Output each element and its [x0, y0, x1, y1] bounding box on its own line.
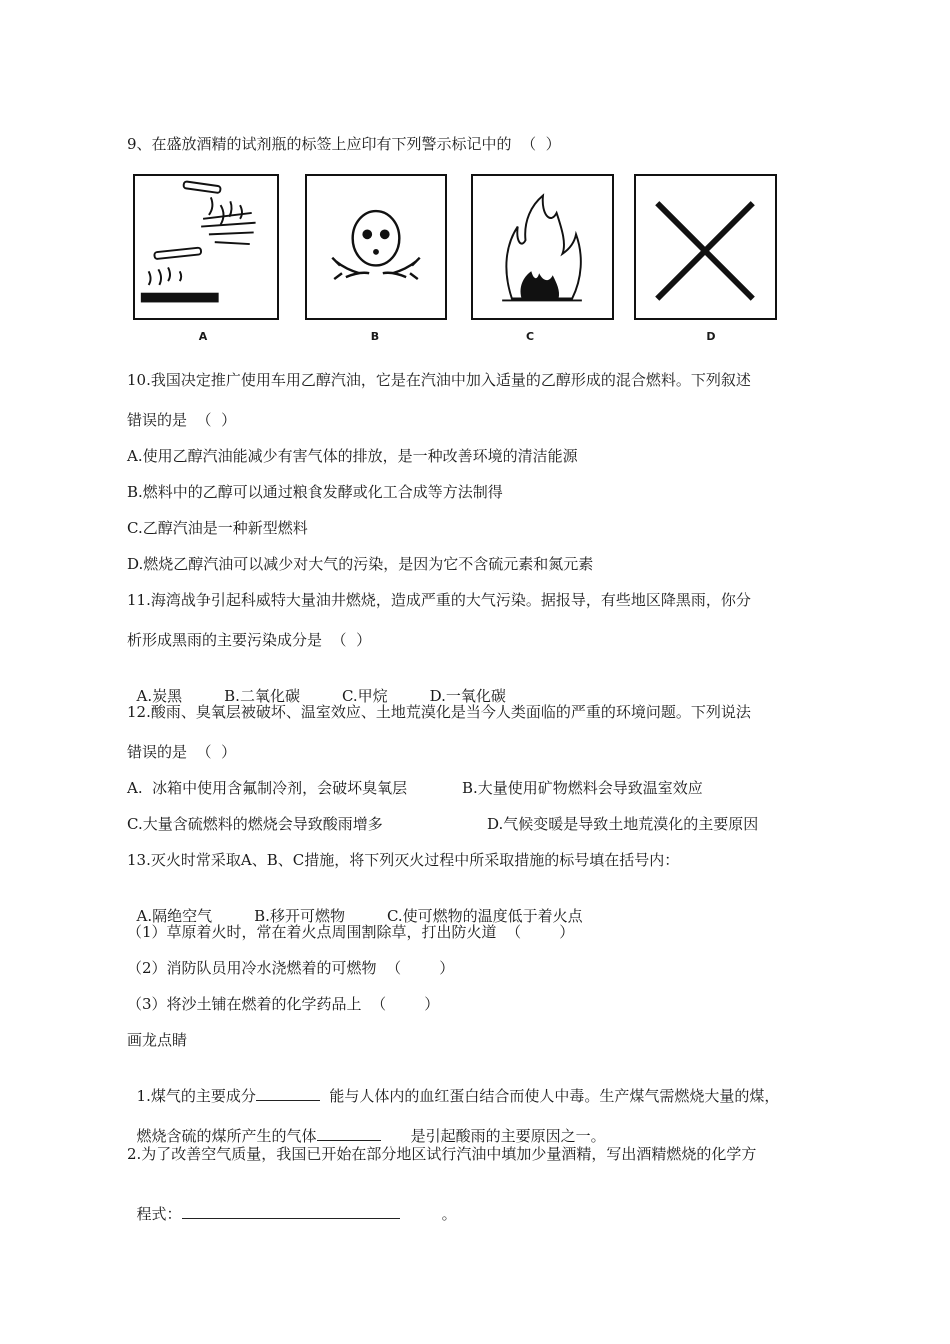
q12-stem-line2: 错误的是 （ ） — [127, 743, 237, 761]
option-c-label-image — [471, 174, 614, 320]
option-d-caption: D — [706, 330, 716, 343]
option-b-label-image — [305, 174, 447, 320]
q10-stem-line1: 10.我国决定推广使用车用乙醇汽油，它是在汽油中加入适量的乙醇形成的混合燃料。下列叙述 — [127, 371, 751, 389]
option-a-label-image — [133, 174, 279, 320]
fill1-text-d: 是引起酸雨的主要原因之一。 — [410, 1127, 606, 1145]
q13-options — [127, 886, 583, 926]
fill1-line1 — [127, 1066, 779, 1106]
fill1-text-c: 燃烧含硫的煤所产生的气体 — [136, 1127, 317, 1145]
fill1-blank-2[interactable] — [317, 1126, 381, 1141]
q11-stem-line1: 11.海湾战争引起科威特大量油井燃烧，造成严重的大气污染。据报导，有些地区降黑雨，你分 — [127, 591, 751, 609]
option-d-label-image — [634, 174, 777, 320]
q12-stem-line1: 12.酸雨、臭氧层被破坏、温室效应、土地荒漠化是当今人类面临的严重的环境问题。下列说法 — [127, 703, 751, 721]
fill2-line2 — [127, 1184, 457, 1224]
option-c-caption: C — [525, 330, 535, 343]
fill1-text-a: 1.煤气的主要成分 — [136, 1087, 256, 1105]
q13-item-3: （3）将沙土铺在燃着的化学药品上 （ ） — [127, 995, 440, 1013]
q12-option-a: A. 冰箱中使用含氟制冷剂，会破坏臭氧层 — [127, 779, 408, 797]
q13-item-1: （1）草原着火时，常在着火点周围割除草，打出防火道 （ ） — [127, 923, 575, 941]
q9-stem: 9、在盛放酒精的试剂瓶的标签上应印有下列警示标记中的 （ ） — [127, 135, 561, 153]
q13-item-2: （2）消防队员用冷水浇燃着的可燃物 （ ） — [127, 959, 455, 977]
option-b-caption: B — [370, 330, 380, 343]
q13-option-b: B.移开可燃物 — [254, 907, 345, 925]
corrosive-hazard-icon — [135, 176, 277, 318]
q10-option-c: C.乙醇汽油是一种新型燃料 — [127, 519, 308, 537]
q13-option-a: A.隔绝空气 — [136, 907, 213, 925]
harmful-cross-icon — [636, 176, 775, 318]
q10-option-a: A.使用乙醇汽油能减少有害气体的排放，是一种改善环境的清洁能源 — [127, 447, 578, 465]
q10-option-b: B.燃料中的乙醇可以通过粮食发酵或化工合成等方法制得 — [127, 483, 503, 501]
option-a-caption: A — [198, 330, 208, 343]
q11-options — [127, 666, 506, 706]
q10-stem-line2: 错误的是 （ ） — [127, 411, 237, 429]
fill2-equation-blank[interactable] — [182, 1204, 400, 1219]
fill1-text-b: 能与人体内的血红蛋白结合而使人中毒。生产煤气需燃烧大量的煤， — [319, 1087, 780, 1105]
flammable-flame-icon — [473, 176, 612, 318]
fill2-text-a: 程式： — [136, 1205, 182, 1223]
q12-option-d: D.气候变暖是导致土地荒漠化的主要原因 — [487, 815, 759, 833]
fill2-text-end: 。 — [441, 1205, 457, 1223]
q11-option-b: B.二氧化碳 — [224, 687, 300, 705]
q11-option-a: A.炭黑 — [136, 687, 183, 705]
q13-option-c: C.使可燃物的温度低于着火点 — [386, 907, 583, 925]
fill1-line2 — [127, 1106, 606, 1146]
q11-option-c: C.甲烷 — [341, 687, 388, 705]
q12-option-b: B.大量使用矿物燃料会导致温室效应 — [462, 779, 703, 797]
q13-stem: 13.灭火时常采取A、B、C措施，将下列灭火过程中所采取措施的标号填在括号内： — [127, 851, 680, 869]
fill2-line1: 2.为了改善空气质量，我国已开始在部分地区试行汽油中填加少量酒精，写出酒精燃烧的化学方 — [127, 1145, 757, 1163]
q11-stem-line2: 析形成黑雨的主要污染成分是 （ ） — [127, 631, 372, 649]
q10-option-d: D.燃烧乙醇汽油可以减少对大气的污染，是因为它不含硫元素和氮元素 — [127, 555, 594, 573]
q11-option-d: D.一氧化碳 — [429, 687, 506, 705]
section-title: 画龙点睛 — [127, 1031, 188, 1049]
fill1-blank-1[interactable] — [256, 1086, 320, 1101]
toxic-skull-icon — [307, 176, 445, 318]
q12-option-c: C.大量含硫燃料的燃烧会导致酸雨增多 — [127, 815, 383, 833]
